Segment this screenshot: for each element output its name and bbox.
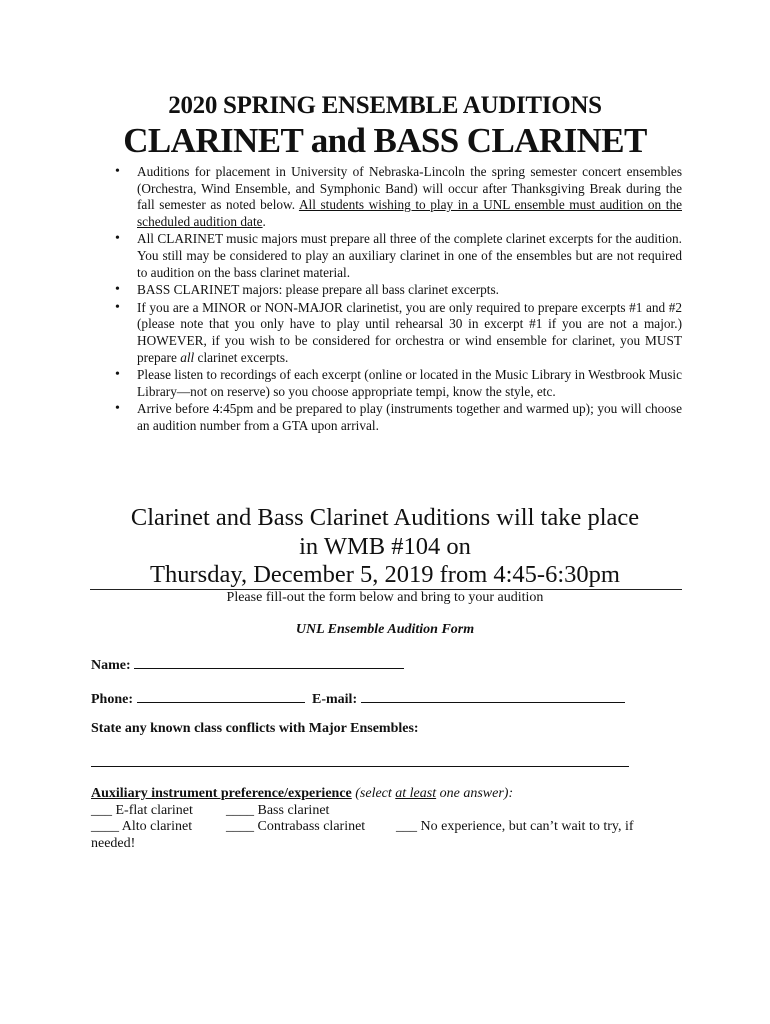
audition-announcement: Clarinet and Bass Clarinet Auditions will take place in WMB #104 on Thursday, December 5, 2019 from 4:45-6:30pm	[80, 504, 690, 590]
required-notice: All students wishing to play in a UNL ensemble must audition on the scheduled audition date	[137, 197, 682, 229]
name-field[interactable]	[134, 654, 404, 669]
list-item: • If you are a MINOR or NON-MAJOR clarinetist, you are only required to prepare excerpts #1 and #2 (please note that you only have to play until rehearsal 30 in excerpt #1 if you are not a major.) HOWEVER, if you wish to be considered for orchestra or wind ensemble for clarinet, you MUST prepare all clarinet excerpts.	[112, 300, 682, 366]
conflicts-field[interactable]	[91, 766, 629, 767]
list-item: • Auditions for placement in University of Nebraska-Lincoln the spring semester concert ensembles (Orchestra, Wind Ensemble, and Symphonic Band) will occur after Thanksgiving Break during the fall semester as noted below. All students wishing to play in a UNL ensemble must audition on the scheduled audition date.	[112, 164, 682, 230]
list-item: • All CLARINET music majors must prepare all three of the complete clarinet excerpts for the audition. You still may be considered to play an auxiliary clarinet in one of the ensembles but are not required to audition on the bass clarinet material.	[112, 231, 682, 281]
option-eflat-clarinet[interactable]: ___ E-flat clarinet	[91, 802, 193, 818]
option-contrabass-clarinet[interactable]: ____ Contrabass clarinet	[226, 819, 366, 834]
name-label: Name:	[91, 658, 131, 673]
name-row	[91, 654, 404, 674]
audition-date: Thursday, December 5, 2019 from 4:45-6:30pm	[150, 561, 620, 588]
list-item: • BASS CLARINET majors: please prepare all bass clarinet excerpts.	[112, 282, 682, 299]
contact-row	[91, 688, 625, 708]
auxiliary-section: Auxiliary instrument preference/experience (select at least one answer): ___ E-flat clarinet ____ Bass clarinet ____ Alto clarinet ____ Contrabass clarinet ___ No experience, but can’t wait to try, if needed!	[91, 786, 691, 852]
option-no-experience[interactable]: ___ No experience, but can’t wait to try, if	[396, 819, 634, 834]
instructions-list	[112, 164, 682, 436]
phone-field[interactable]	[137, 688, 305, 703]
conflicts-label: State any known class conflicts with Major Ensembles:	[91, 721, 419, 736]
option-bass-clarinet[interactable]: ____ Bass clarinet	[226, 802, 330, 818]
form-instruction: Please fill-out the form below and bring to your audition	[226, 590, 544, 605]
option-no-experience-cont: needed!	[91, 835, 136, 851]
phone-label: Phone:	[91, 692, 133, 707]
header-year-title: 2020 SPRING ENSEMBLE AUDITIONS	[168, 92, 602, 119]
email-field[interactable]	[361, 688, 625, 703]
option-alto-clarinet[interactable]: ____ Alto clarinet	[91, 819, 193, 834]
list-item: • Please listen to recordings of each excerpt (online or located in the Music Library in Westbrook Music Library—not on reserve) so you choose appropriate tempi, know the style, etc.	[112, 367, 682, 400]
auxiliary-label: Auxiliary instrument preference/experience	[91, 786, 352, 801]
list-item: • Arrive before 4:45pm and be prepared to play (instruments together and warmed up); you will choose an audition number from a GTA upon arrival.	[112, 401, 682, 434]
email-label: E-mail:	[312, 692, 358, 707]
form-title: UNL Ensemble Audition Form	[295, 622, 475, 637]
header-instrument-title: CLARINET and BASS CLARINET	[123, 121, 647, 160]
